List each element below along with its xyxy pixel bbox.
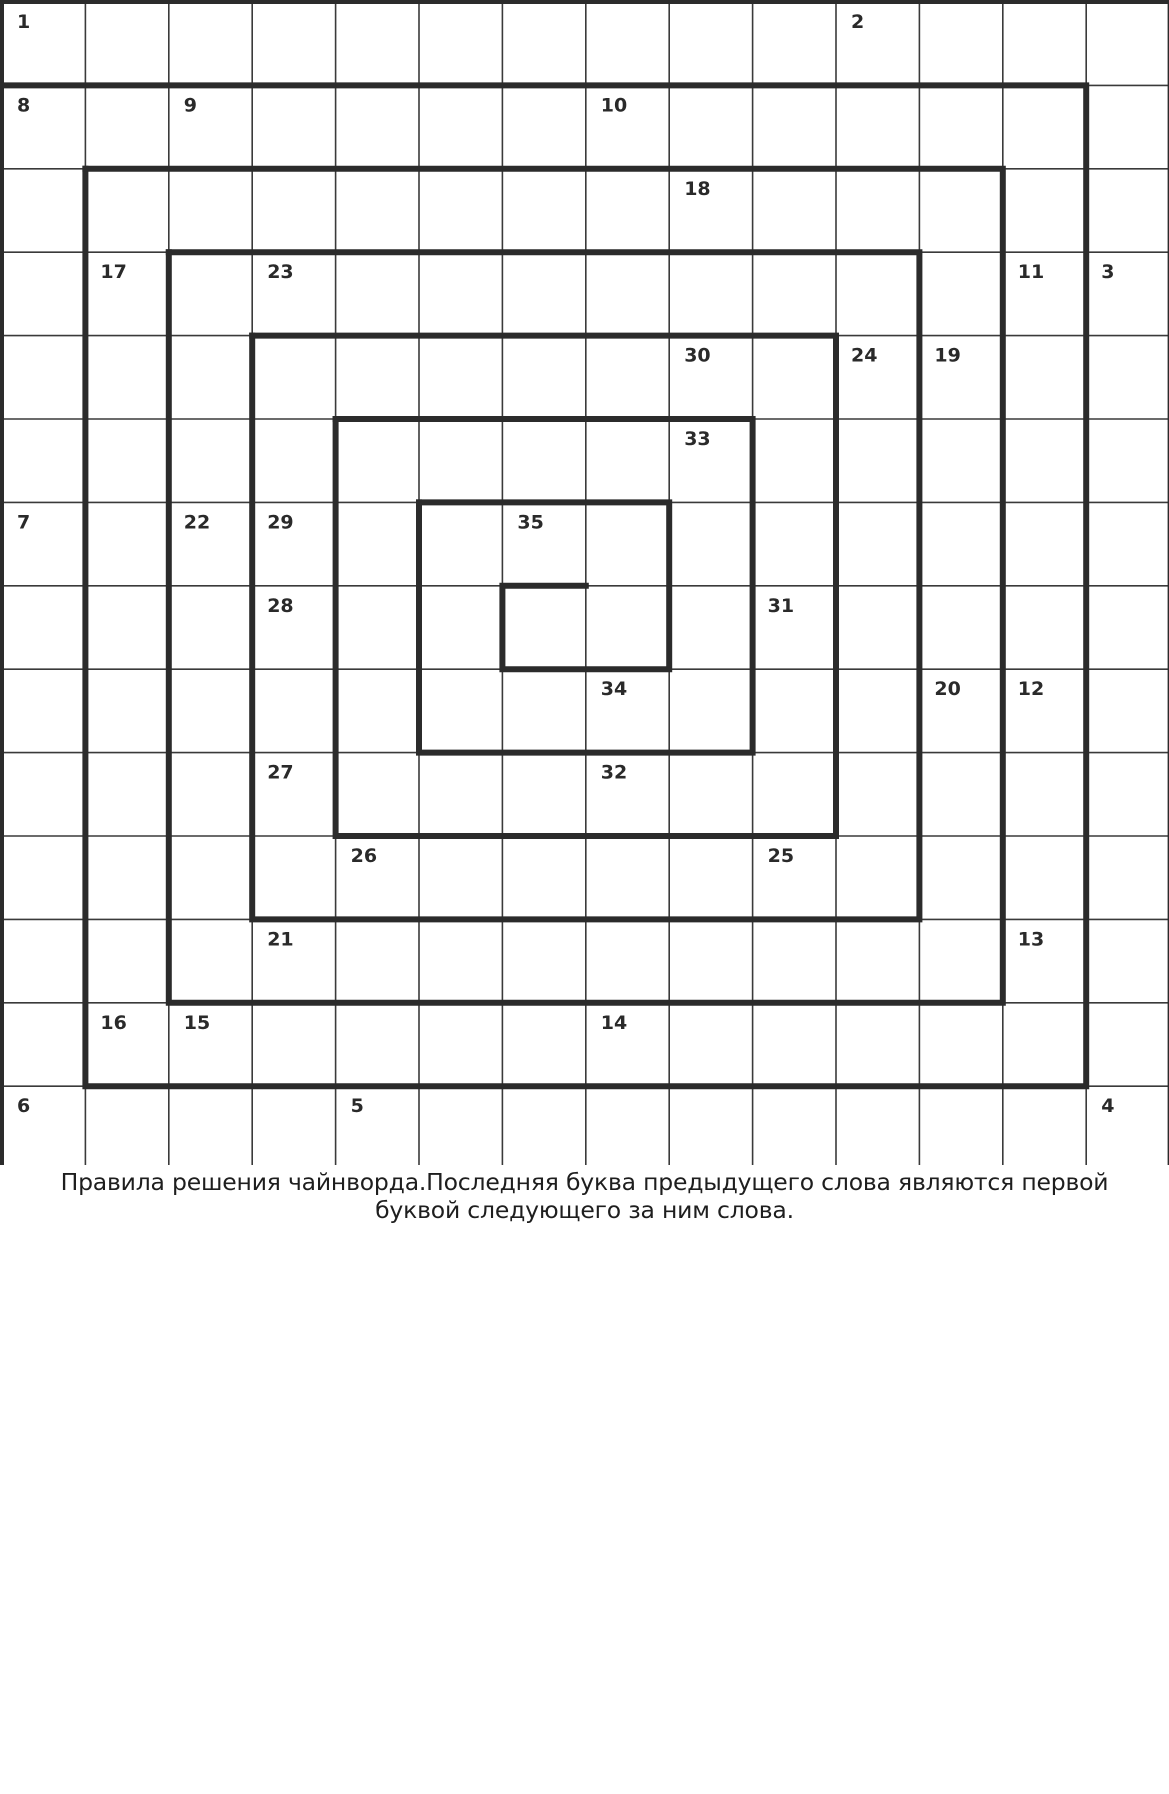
clue-number-19: 19: [934, 344, 961, 367]
clue-number-8: 8: [17, 94, 31, 117]
clue-number-34: 34: [600, 678, 628, 701]
rules-line-2: буквой следующего за ним слова.: [375, 1196, 794, 1224]
clue-number-35: 35: [517, 511, 544, 534]
clue-number-25: 25: [767, 845, 795, 867]
clue-number-16: 16: [100, 1011, 127, 1034]
clue-number-2: 2: [851, 11, 865, 33]
clue-number-28: 28: [267, 594, 294, 617]
clue-number-11: 11: [1017, 261, 1045, 284]
clue-number-23: 23: [267, 261, 294, 284]
clue-number-30: 30: [684, 344, 711, 367]
clue-number-33: 33: [684, 428, 711, 450]
clue-number-18: 18: [684, 177, 711, 200]
clue-number-26: 26: [350, 845, 378, 867]
clue-number-31: 31: [767, 594, 795, 617]
clue-number-12: 12: [1017, 678, 1045, 701]
clue-number-7: 7: [17, 511, 31, 534]
clue-number-27: 27: [267, 761, 294, 784]
clue-number-9: 9: [183, 94, 198, 117]
clue-number-1: 1: [17, 11, 31, 33]
clue-number-22: 22: [183, 511, 211, 534]
clue-number-15: 15: [183, 1011, 211, 1034]
clue-number-29: 29: [267, 511, 294, 534]
cell-numbers: [17, 11, 1114, 1117]
rules-line-1: Правила решения чайнворда.Последняя буква предыдущего слова являются первой: [60, 1168, 1109, 1196]
clue-number-3: 3: [1101, 261, 1115, 284]
rules-text: [30, 1168, 1139, 1224]
clue-number-17: 17: [100, 261, 127, 284]
clue-number-6: 6: [17, 1095, 31, 1118]
clue-number-13: 13: [1017, 928, 1045, 951]
clue-number-20: 20: [934, 678, 961, 701]
clue-number-32: 32: [600, 761, 628, 784]
clue-number-14: 14: [600, 1011, 628, 1034]
clue-number-21: 21: [267, 928, 294, 951]
clue-number-4: 4: [1101, 1095, 1115, 1118]
clue-number-24: 24: [851, 344, 878, 367]
clue-number-10: 10: [600, 94, 628, 117]
clue-number-5: 5: [350, 1095, 364, 1118]
